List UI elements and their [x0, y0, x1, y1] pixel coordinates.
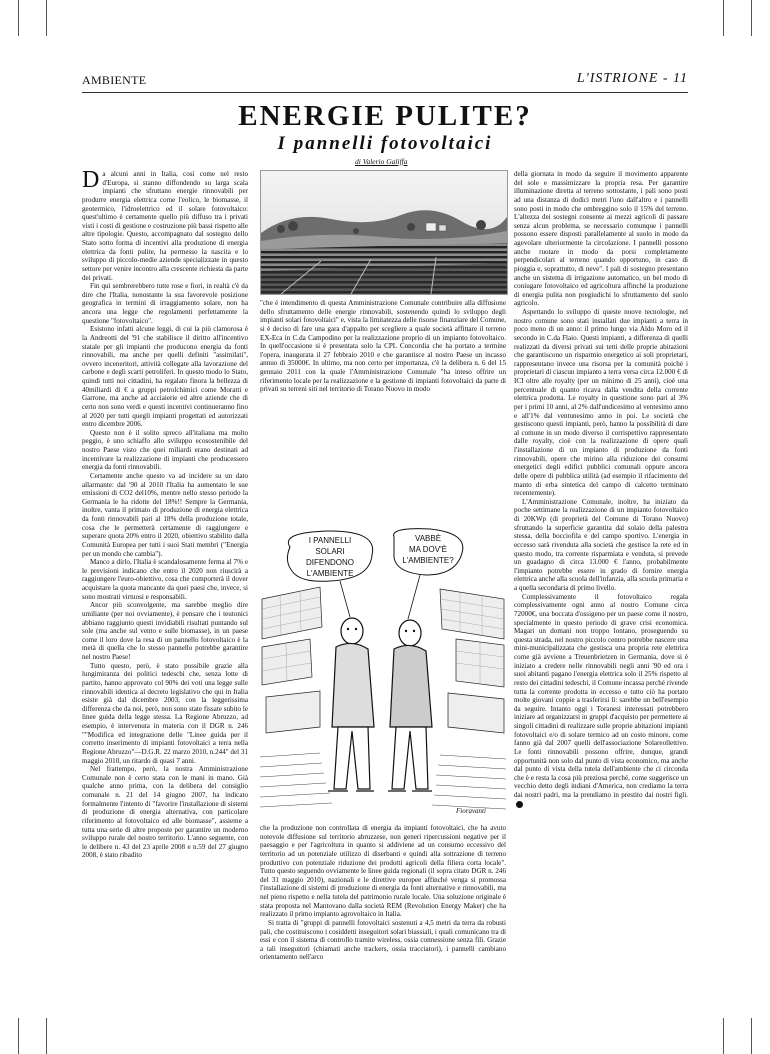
cartoon-text-left-3: DIFENDONO — [306, 558, 354, 567]
crop-mark — [46, 1018, 47, 1054]
paragraph: Questo non è il solito spreco all'italiana ma molto peggio, è uno schiaffo allo sviluppo ecosostenibile del nostro Paese visto che quei miliardi erano destinati ad incentivare la realizzazione di impianti che producessero energia da fonti rinnovabili. — [82, 428, 248, 472]
section-label: AMBIENTE — [82, 73, 147, 87]
article-title: ENERGIE PULITE? — [238, 100, 532, 132]
paragraph: Da alcuni anni in Italia, così come nel resto d'Europa, si stanno diffondendo su larga scala impianti che sfruttano energie rinnovabili per produrre energia elettrica come l'eolico, le biomasse, il geotermico, l'idroelettrico ed il solare fotovoltaico: quest'ultimo è certamente quello più diffuso tra i privati visti i costi di gestione e costruzione più bassi rispetto alle altre tipologie. Questo, accompagnato dal sostegno dello Stato sotto forma di incentivi alla produzione di energia elettrica da fonti pulite, ha permesso la nascita e lo sviluppo di piccolo-medie aziende specializzate in questo settore per venire incontro alla crescente richiesta da parte dei privati. — [82, 167, 248, 282]
drop-cap: D — [82, 167, 100, 193]
cartoon-text-right-2: MA DOV'È — [409, 545, 447, 554]
cartoon-text-right-1: VABBÈ — [414, 534, 442, 543]
paragraph: Esistono infatti alcune leggi, di cui la più clamorosa è la Andreotti del '91 che stabilisce il diritto all'incentivo statale per gli impianti che producono energia da fonti rinnovabili, ma anche per quelli definiti "assimilati", ovvero inceneritori, attività collegate alla lavorazione del carbone e degli scarti petroliferi. In questo modo lo Stato, quindi tutti noi cittadini, ha regalato finora la bellezza di 40miliardi di € a gruppi petrolchimici come Moratti e Garrone, ma anche ad acciaierie ed altre aziende che di certo non sono verdi e questi incentivi continueranno fino al 2020 per tutti quegli impianti progettati ed autorizzati entro dicembre 2006. — [82, 325, 248, 429]
column-2-lower — [260, 824, 506, 962]
byline: di Valerio Galiffa — [355, 157, 408, 166]
crop-mark — [751, 0, 752, 36]
crop-mark — [18, 0, 19, 36]
header-rule — [82, 92, 688, 93]
paragraph: Tutto questo, però, è stato possibile grazie alla lungimiranza dei politici tedeschi che, senza lotte di partito, hanno approvato col 90% dei voti una legge sulle rinnovabili identica al decreto legislativo che qui in Italia esiste già dal dicembre 2003, con la leggerissima differenza che da noi, però, non sono state fissate subito le linee guida della legge stessa. La Regione Abruzzo, ad esempio, è intervenuta in materia con il DGR n. 246 ""Modifica ed integrazione delle "Linee guida per il corretto inserimento di impianti fotovoltaici a terra nella Regione Abruzzo"—D.G.R. 22 marzo 2010, n.244" del 31 maggio 2010, un ritardo di quasi 7 anni. — [82, 661, 248, 765]
publication-label: L'ISTRIONE - 11 — [576, 71, 688, 86]
crop-mark — [723, 0, 724, 36]
paragraph: della giornata in modo da seguire il movimento apparente del sole e massimizzare la propria resa. Per garantire illuminazione diretta al terreno sottostante, i pali sono posti ad una distanza di dodici metri l'uno dall'altro e i pannelli sono posti in modo che ombreggino solo il 15% del terreno. L'altezza dei sostegni consente ai mezzi agricoli di passare senza alcun problema, se necessario comunque i pannelli possono essere disposti parallelamente al suolo in modo da agevolare ulteriormente la circolazione. I pannelli possono anche ruotare in modo da porsi completamente perpendicolari al terreno quando opportuno, in caso di pioggia e, soprattutto, di neve". I pali di sostegno presentano anche un sistema di irrigazione automatico, un bel modo di coniugare fotovoltaico ed agricoltura affinché la produzione di energia pulita non pregiudichi lo sfruttamento del suolo agricolo. — [514, 170, 688, 308]
end-of-article-icon — [516, 801, 523, 808]
solar-farm-photo — [260, 170, 508, 295]
paragraph: Fin qui sembrerebbero tutte rose e fiori, in realtà c'è da dire che l'Italia, nonostante la sua favorevole posizione geografica in termini di irraggiamento solare, non ha ancora una legge che regolamenti perfettamente la questione "fotovoltaico". — [82, 282, 248, 325]
paragraph: Si tratta di "gruppi di pannelli fotovoltaici sostenuti a 4,5 metri da terra da robusti pali, che costituiscono i cosiddetti inseguitori solari biassiali, i quali comunicano tra di essi e con il sistema di controllo tramite wireless, ossia connessione senza fili. Grazie a tali inseguitori (chiamati anche trackers, ossia tracciatori), i pannelli cambiano orientamento nell'arco — [260, 918, 506, 962]
paragraph: Manco a dirlo, l'Italia è scandalosamente ferma al 7% e le previsioni indicano che entro il 2020 non riuscirà a raggiungere l'euro-obiettivo, cosa che comporterà il dover acquistare la quota mancante da quei paesi che, invece, si sono mostrati virtuosi e responsabili. — [82, 558, 248, 601]
column-3 — [514, 170, 688, 808]
column-1 — [82, 167, 248, 860]
editorial-cartoon — [260, 527, 506, 819]
article-subtitle: I pannelli fotovoltaici — [277, 133, 493, 154]
cartoon-signature: Fioravanti — [456, 807, 486, 815]
crop-mark — [18, 1018, 19, 1054]
crop-mark — [723, 1018, 724, 1054]
paragraph: L'Amministrazione Comunale, inoltre, ha iniziato da poche settimane la realizzazione di un impianto fotovoltaico di 20KWp (di proprietà del Comune di Torano Nuovo) sfruttando la superficie garantita dal solaio della palestra stessa, della bocciofila e del campo sportivo. L'energia in eccesso sarà rivenduta alla società che gestisce la rete ed in questo modo, tra corrente risparmiata e venduta, si prevede un guadagno di circa 13.000 € l'anno, probabilmente l'impianto potrebbe essere in grado di fornire energia elettrica anche alla scuola dell'infanzia, alla scuola primaria e a quella secondaria di primo livello. — [514, 497, 688, 592]
paragraph: Complessivamente il fotovoltaico regala complessivamente ogni anno al nostro Comune circa 72000€, una boccata d'ossigeno per un paese come il nostro, specialmente in questo periodo di grave crisi economica. Magari un domani non troppo lontano, proseguendo su questa strada, nel nostro piccolo centro potrebbe nascere una mini-municipalizzata che gestisca una propria rete elettrica come già avviene a Treuenbrietzen in Germania, dove si è iniziato a credere nelle rinnovabili negli anni '90 ed ora i suoi abitanti pagano l'energia elettrica solo il 25% rispetto al resto dei cittadini tedeschi, il Comune incassa perché rivende tutta la corrente prodotta in eccesso e tutto ciò ha portato molte giovani coppie a trasferirsi lì: sarebbe un bell'esempio da seguire. Intanto oggi i Toranesi interessati potrebbero iniziare ad organizzarsi in gruppi d'acquisto per permettere ai singoli cittadini di realizzare sulle proprie abitazioni impianti fotovoltaici e/o di solare termico ad un costo minore, come fanno già dal 2007 quelli dell'associazione Solareollettivo. Le fonti rinnovabili possono offrire, dunque, grandi opportunità non solo dal punto di vista economico, ma anche dal punto di vista della tutela dell'ambiente che ci circonda che è e resta la cosa più preziosa perché, come suggerisce un vecchio detto degli indiani d'America, non crediamo la terra dai nostri padri, ma la prendiamo in prestito dai nostri figli. — [514, 593, 688, 809]
cartoon-text-right-3: L'AMBIENTE? — [402, 556, 454, 565]
cartoon-text-left-2: SOLARI — [315, 547, 345, 556]
paragraph: Certamente anche questo va ad incidere su un dato allarmante: dal '90 al 2010 l'Italia ha aumentato le sue emissioni di CO2 del10%, mentre nello stesso periodo la Germania le ha ridotte del 18%!! Sempre la Germania, inoltre, vanta il primato di produzione di energia elettrica da fonti rinnovabili pari al 18% della produzione totale, cosa che le permetterà certamente di raggiungere e superare quota 20% entro il 2020, obiettivo stabilito dalla Comunità Europea per tutti i suoi Stati membri ("Energia per un mondo che cambia"). — [82, 471, 248, 558]
crop-mark — [751, 1018, 752, 1054]
paragraph: che la produzione non controllata di energia da impianti fotovoltaici, che ha avuto notevole diffusione sul territorio abruzzese, non generi ripercussioni negative per il paesaggio e per l'agricoltura in quanto si addiviene ad un consumo eccessivo del territorio ad un potenziale utilizzo di diserbanti e quindi alla sottrazione di terreno produttivo con potenziale riduzione dei prodotti agricoli della filiera corta locale". Tutto questo seguendo ovviamente le linee guida regionali (il sopra citato DGR n. 246 del 31 maggio 2010), nazionali e le direttive europee affinché venga si promossa l'installazione di sistemi di produzione di energia da fonti alternative e rinnovabili, ma nel pieno rispetto e nella tutela del patrimonio rurale locale. Una soluzione originale è stata proposta nel Mantovano dalla società REM (Revolution Energy Maker) che ha realizzato il primo impianto agrovoltaico in Italia. — [260, 824, 506, 919]
paragraph: Aspettando lo sviluppo di queste nuove tecnologie, nel nostro comune sono stati installati due impianti a terra in poco meno di un anno: il primo lungo via Aldo Moro ed il secondo in C.da Flaio. Questi impianti, a differenza di quelli realizzati da diversi privati sui tetti delle proprie abitazioni che garantiscono un risparmio energetico ai soli proprietari, rappresentano invece una risorsa per la comunità poiché i proprietari di ciascun impianto a terra versa circa 12.000 € di ICI oltre alle royalty (per un minimo di 25 anni), cioè una percentuale di quanto ricava dalla vendita della corrente elettrica prodotta. Le royalty in questione sono pari al 3% per i primi 10 anni, al 2% dall'undicesimo al ventesimo anno e all'1% dal ventunesimo anno in poi. Le società che gestiscono questi impianti, però, hanno la possibilità di dare al comune in un modo diverso il corrispettivo rappresentato dalle royalty, cioè con la realizzazione di opere quali l'installazione di un impianto di produzione da fonti rinnovabili, opere che mirino alla riduzione dei consumi energetici degli edifici pubblici comunali oppure ancora delle opere di pubblica utilità (ad esempio il rifacimento del manto di erba sintetica del campo di calcetto terminato recentemente). — [514, 308, 688, 498]
crop-mark — [46, 0, 47, 36]
paragraph: Nel frattempo, però, la nostra Amministrazione Comunale non è certo stata con le mani in mano. Già qualche anno prima, con la delibera del consiglio comunale n. 21 del 14 giugno 2007, ha indicato formalmente l'intento di "favorire l'installazione di sistemi di produzione di energia alternativa, con particolare riferimento al fotovoltaico ed alle biomasse", assieme a tutta una serie di altre proposte per garantire un moderno sviluppo rurale del nostro territorio. L'anno seguente, con le delibere n. 43 del 23 aprile 2008 e n.59 del 27 giugno 2008, è stato ribadito — [82, 765, 248, 860]
paragraph: Ancor più sconvolgente, ma sarebbe meglio dire umiliante (per noi ovviamente), è pensare che i teutonici abbiano raggiunto questi invidiabili risultati puntando sul sole (ma anche sul vento e sulle biomasse), in un paese come il loro dove la resa di un pannello fotovoltaico è la metà di quella che lo stesso pannello potrebbe garantire nel nostro Paese! — [82, 601, 248, 661]
cartoon-text-left-4: L'AMBIENTE — [306, 569, 354, 578]
cartoon-text-left-1: I PANNELLI — [308, 536, 352, 545]
paragraph: "che è intendimento di questa Amministrazione Comunale contribuire alla diffusione dello sfruttamento delle energie rinnovabili, sostenendo quindi lo sviluppo degli impianti solari fotovoltaici" e, vista la limitatezza delle risorse finanziare del Comune, si è deciso di fare una gara d'appalto per scegliere a quale società affittare il terreno EX-Eca in C.da Campodino per la realizzazione proprio di un impianto fotovoltaico. In quell'occasione si è presentata solo la CPL Concordia che ha portato a termine l'opera, inaugurata il 27 febbraio 2010 e che garantisce al nostro Paese un incasso annuo di 35000€. In ultimo, ma non certo per importanza, c'è la delibera n. 6 del 15 gennaio 2011 con la quale l'Amministrazione Comunale "ha inteso offrire un riferimento locale per la realizzazione e la gestione di impianti fotovoltaici da parte di privati su terreni siti nel territorio di Torano Nuovo in modo — [260, 299, 506, 394]
column-2-upper — [260, 299, 506, 394]
